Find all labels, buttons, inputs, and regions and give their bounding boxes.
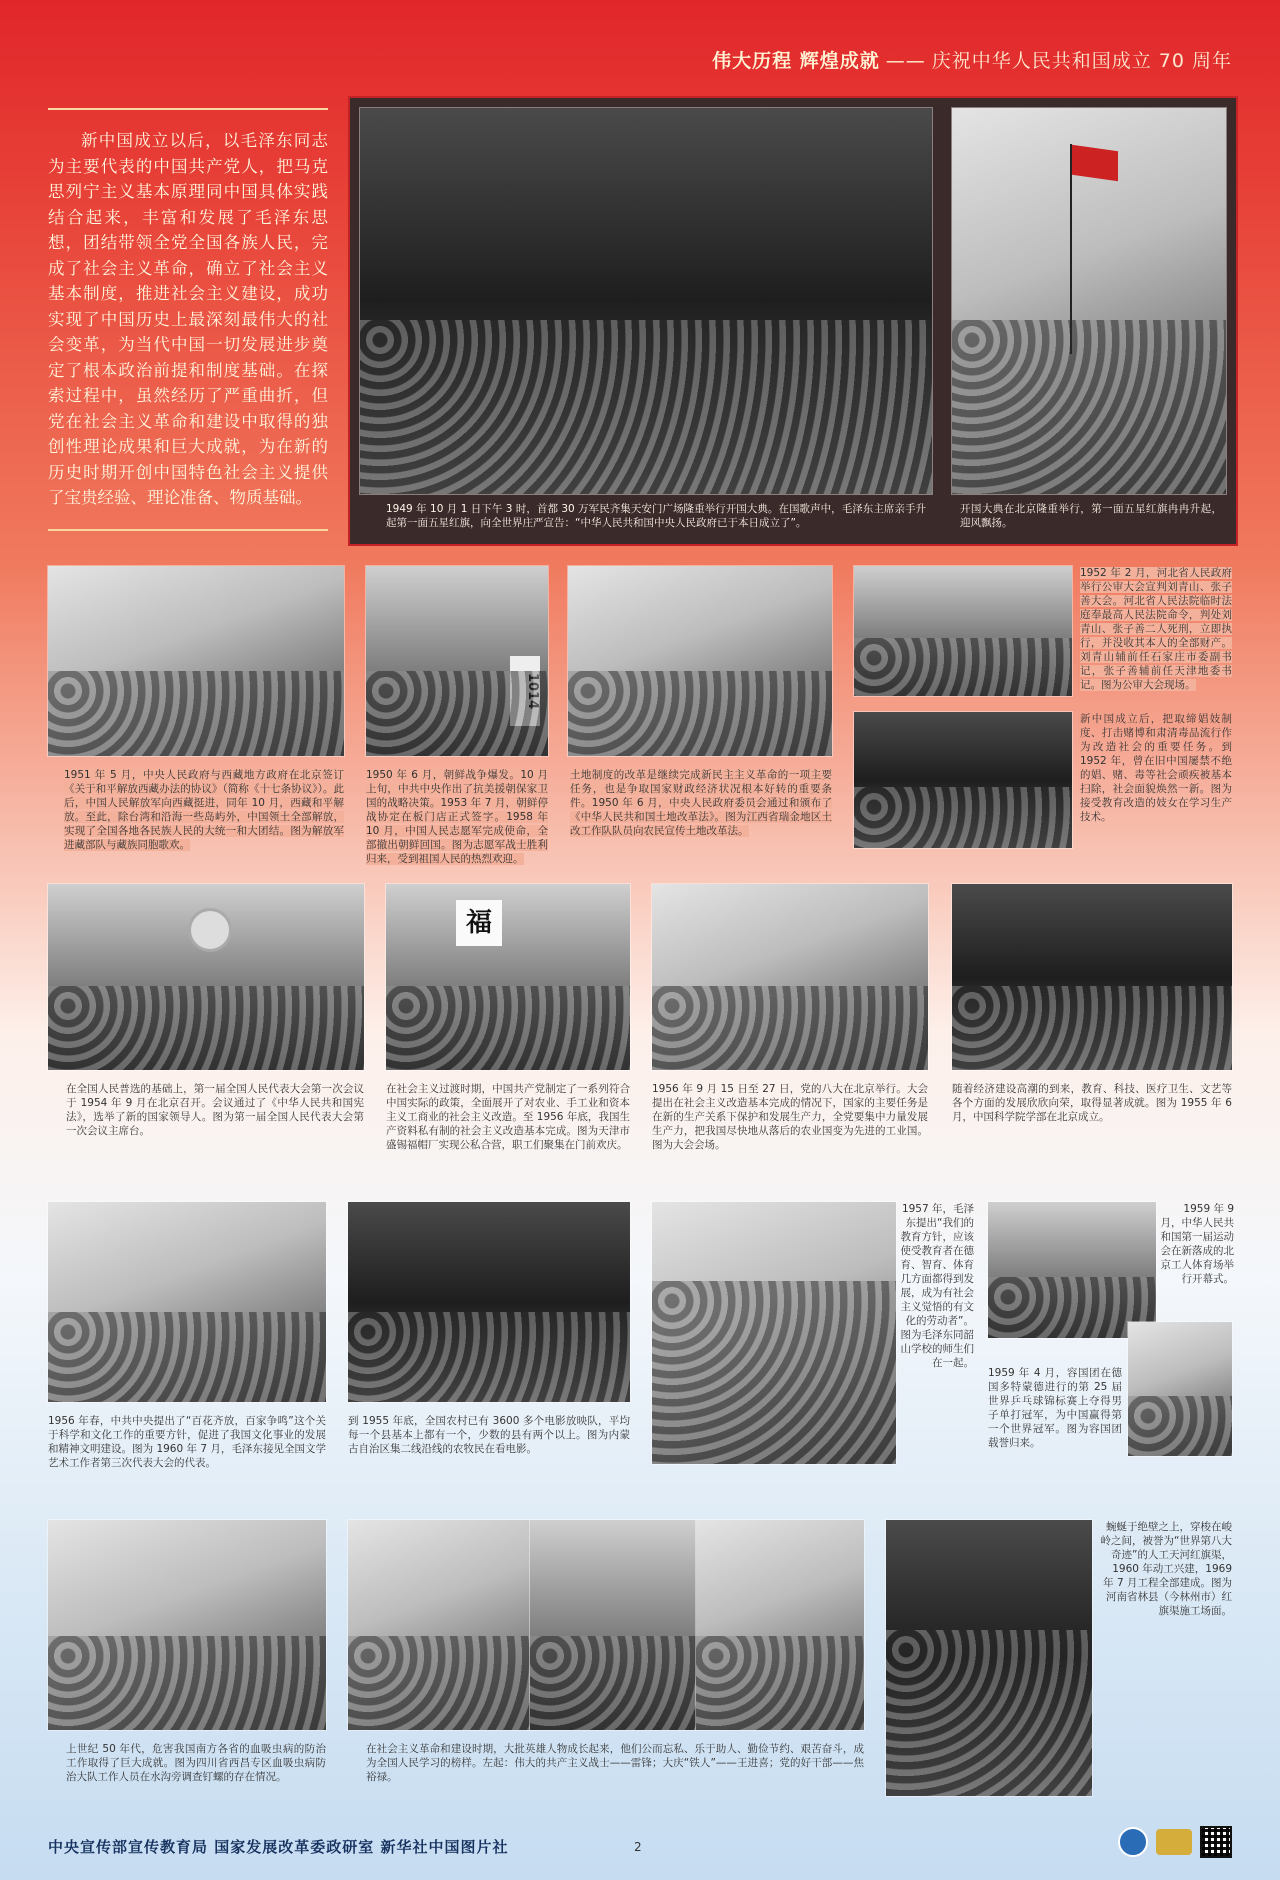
qr-code-icon — [1200, 1826, 1232, 1858]
photo-flag-raising — [952, 108, 1226, 494]
caption-national-games: 1959 年 9 月，中华人民共和国第一届运动会在新落成的北京工人体育场举行开幕式。 — [1160, 1203, 1234, 1285]
national-emblem-icon — [188, 908, 232, 952]
caption-npc-session: 在全国人民普选的基础上，第一届全国人民代表大会第一次会议于 1954 年 9 月在北京召开。会议通过了《中华人民共和国宪法》，选举了新的国家领导人。图为第一届全国人民代表大会第一次会议主席台。 — [66, 1083, 364, 1137]
caption-schistosomiasis: 上世纪 50 年代，危害我国南方各省的血吸虫病的防治工作取得了巨大成就。图为四川省西昌专区血吸虫病防治大队工作人员在水沟旁调查钉螺的存在情况。 — [66, 1743, 326, 1783]
caption-volunteers: 1950 年 6 月，朝鲜战争爆发。10 月上旬，中共中央作出了抗美援朝保家卫国的战略决策。1953 年 7 月，朝鲜停战协定在板门店正式签字。1958 年 10 月，中国人民志愿军完成使命，全部撤出朝鲜回国。图为志愿军战士胜利归来，受到祖国人民的热烈欢迎。 — [366, 769, 548, 865]
photo-mao-students — [652, 1202, 896, 1464]
header — [712, 46, 1232, 73]
caption-rong-guotuan: 1959 年 4 月，容国团在德国多特蒙德进行的第 25 届世界乒乓球锦标赛上夺得男子单打冠军，为中国赢得第一个世界冠军。图为容国团载誉归来。 — [988, 1367, 1122, 1449]
caption-land-reform: 土地制度的改革是继续完成新民主主义革命的一项主要任务，也是争取国家财政经济状况根本好转的重要条件。1950 年 6 月，中央人民政府委员会通过和颁布了《中华人民共和国土地改革法》。图为江西省瑞金地区土改工作队队员向农民宣传土地改革法。 — [570, 769, 832, 837]
photo-academy — [952, 884, 1232, 1070]
photo-rong-guotuan — [1128, 1322, 1232, 1456]
caption-red-flag-canal: 蜿蜒于绝壁之上，穿梭在峻岭之间，被誉为“世界第八大奇迹”的人工天河红旗渠，1960 年动工兴建，1969 年 7 月工程全部建成。图为河南省林县（今林州市）红旗渠施工场面。 — [1100, 1521, 1232, 1617]
photo-lei-feng — [348, 1520, 530, 1730]
caption-tibet: 1951 年 5 月，中央人民政府与西藏地方政府在北京签订《关于和平解放西藏办法的协议》（简称《十七条协议》）。此后，中国人民解放军向西藏挺进，同年 10 月，西藏和平解放。至此，除台湾和沿海一些岛屿外，中国领土全部解放，实现了全国各地各民族人民的大统一和大团结。图为解放军进藏部队与藏族同胞歌欢。 — [64, 769, 344, 851]
caption-public-private: 在社会主义过渡时期，中国共产党制定了一系列符合中国实际的政策，全面展开了对农业、手工业和资本主义工商业的社会主义改造。至 1956 年底，我国生产资料私有制的社会主义改造基本完成。图为天津市盛锡福帽厂实现公私合营，职工们聚集在门前欢庆。 — [386, 1083, 630, 1151]
photo-npc-session — [48, 884, 364, 1070]
photo-tibet — [48, 566, 344, 756]
caption-flag: 开国大典在北京隆重举行，第一面五星红旗冉冉升起，迎风飘扬。 — [960, 503, 1222, 529]
intro-text: 新中国成立以后，以毛泽东同志为主要代表的中国共产党人，把马克思列宁主义基本原理同中国具体实践结合起来，丰富和发展了毛泽东思想，团结带领全党全国各族人民，完成了社会主义革命，确立了社会主义基本制度，推进社会主义建设，成功实现了中国历史上最深刻最伟大的社会变革，为当代中国一切发展进步奠定了根本政治前提和制度基础。在探索过程中，虽然经历了严重曲折，但党在社会主义革命和建设中取得的独创性理论成果和巨大成就，为在新的历史时期开创中国特色社会主义提供了宝贵经验、理论准备、物质基础。 — [48, 131, 328, 507]
top-photo-block — [350, 98, 1236, 544]
photo-land-reform — [568, 566, 832, 756]
photo-red-flag-canal — [886, 1520, 1092, 1796]
caption-public-trial: 1952 年 2 月，河北省人民政府举行公审大会宣判刘青山、张子善大会。河北省人民法院临时法庭奉最高人民法院命令，判处刘青山、张子善二人死刑，立即执行，并没收其本人的全部财产。刘青山辅前任石家庄市委副书记，张子善辅前任天津地委书记。图为公审大会现场。 — [1080, 567, 1232, 691]
page-number: 2 — [634, 1840, 642, 1854]
photo-founding-ceremony — [360, 108, 932, 494]
caption-heroes: 在社会主义革命和建设时期，大批英雄人物成长起来，他们公而忘私、乐于助人、勤俭节约、艰苦奋斗，成为全国人民学习的榜样。左起：伟大的共产主义战士——雷锋；大庆“铁人”——王进喜；党的好干部——焦裕禄。 — [366, 1743, 864, 1783]
brand-logo-icon — [1156, 1829, 1192, 1855]
header-subtitle: 庆祝中华人民共和国成立 70 周年 — [931, 50, 1232, 72]
footer-logos — [1118, 1826, 1232, 1858]
photo-reform-education — [854, 712, 1072, 848]
photo-jiao-yulu — [696, 1520, 864, 1730]
xinhua-logo-icon — [1118, 1827, 1148, 1857]
photo-mao-artists — [48, 1202, 326, 1402]
intro-block — [48, 108, 328, 531]
photo-wang-jinxi — [530, 1520, 696, 1730]
photo-national-games — [988, 1202, 1156, 1338]
caption-academy: 随着经济建设高潮的到来，教育、科技、医疗卫生、文艺等各个方面的发展欣欣向荣，取得显著成就。图为 1955 年 6 月，中国科学院学部在北京成立。 — [952, 1083, 1232, 1123]
photo-eighth-congress — [652, 884, 928, 1070]
photo-volunteers — [366, 566, 548, 756]
photo-public-private — [386, 884, 630, 1070]
caption-reform-education: 新中国成立后，把取缔娼妓制度、打击赌博和肃清毒品流行作为改造社会的重要任务。到 1952 年，曾在旧中国屡禁不绝的娼、赌、毒等社会顽疾被基本扫除，社会面貌焕然一新。图为接受教育改造的妓女在学习生产技术。 — [1080, 713, 1232, 823]
photo-schistosomiasis — [48, 1520, 326, 1730]
photo-rural-cinema — [348, 1202, 630, 1402]
caption-rural-cinema: 到 1955 年底，全国农村已有 3600 多个电影放映队，平均每一个县基本上都有一个，少数的县有两个以上。图为内蒙古自治区集二线沿线的农牧民在看电影。 — [348, 1415, 630, 1455]
caption-mao-students: 1957 年，毛泽东提出“我们的教育方针，应该使受教育者在德育、智育、体育几方面都得到发展，成为有社会主义觉悟的有文化的劳动者”。图为毛泽东同韶山学校的师生们在一起。 — [900, 1203, 974, 1369]
caption-eighth-congress: 1956 年 9 月 15 日至 27 日，党的八大在北京举行。大会提出在社会主义改造基本完成的情况下，国家的主要任务是在新的生产关系下保护和发展生产力，全党要集中力量发展生产力，把我国尽快地从落后的农业国变为先进的工业国。图为大会会场。 — [652, 1083, 928, 1151]
caption-founding: 1949 年 10 月 1 日下午 3 时，首都 30 万军民齐集天安门广场隆重举行开国大典。在国歌声中，毛泽东主席亲手升起第一面五星红旗，向全世界庄严宣告：“中华人民共和国中央人民政府已于本日成立了”。 — [386, 503, 926, 529]
shop-sign: 福 — [456, 900, 502, 946]
footer-publishers: 中央宣传部宣传教育局 国家发展改革委政研室 新华社中国图片社 — [48, 1838, 509, 1856]
header-title: 伟大历程 辉煌成就 — [712, 50, 880, 72]
caption-mao-artists: 1956 年春，中共中央提出了“百花齐放，百家争鸣”这个关于科学和文化工作的重要方针，促进了我国文化事业的发展和精神文明建设。图为 1960 年 7 月，毛泽东接见全国文学艺术工作者第三次代表大会的代表。 — [48, 1415, 326, 1469]
header-dash: —— — [885, 50, 926, 72]
photo-public-trial — [854, 566, 1072, 696]
